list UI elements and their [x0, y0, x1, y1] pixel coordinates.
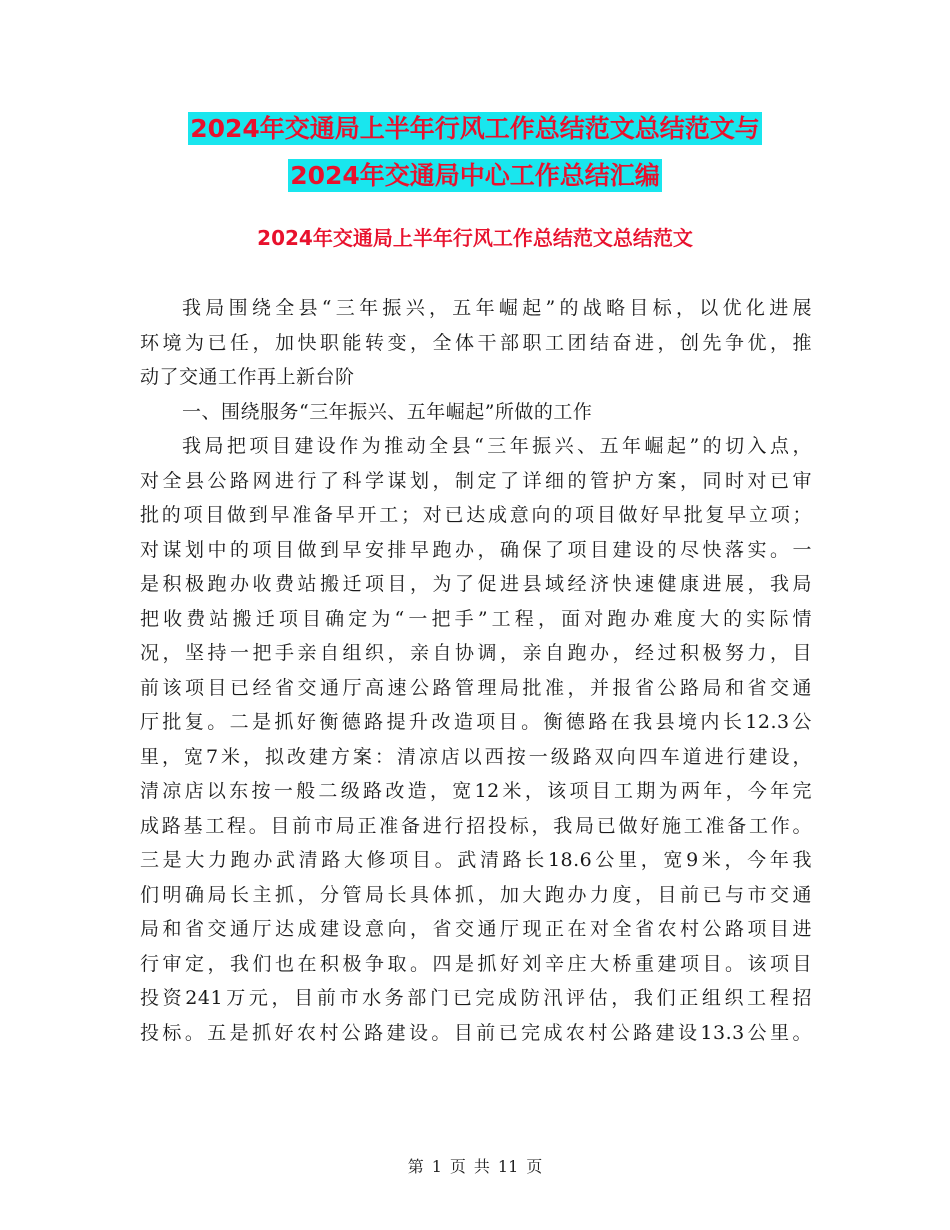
paragraph-line: 是积极跑办收费站搬迁项目，为了促进县域经济快速健康进展，我局	[140, 573, 812, 595]
paragraph-line: 投标。五是抓好农村公路建设。目前已完成农村公路建设13.3公里。	[140, 1021, 812, 1044]
paragraph-line: 动了交通工作再上新台阶	[140, 366, 355, 388]
paragraph-line: 对全县公路网进行了科学谋划，制定了详细的管护方案，同时对已审	[140, 469, 812, 492]
page-footer	[0, 1154, 950, 1177]
section-title: 2024年交通局上半年行风工作总结范文总结范文	[257, 226, 693, 250]
paragraph-line: 局和省交通厅达成建设意向，省交通厅现正在对全省农村公路项目进	[140, 918, 812, 940]
footer-total-word: 共	[473, 1157, 490, 1176]
section-heading: 一、围绕服务“三年振兴、五年崛起”所做的工作	[182, 400, 593, 423]
document-title-line-1	[0, 113, 950, 145]
footer-suffix: 页	[526, 1157, 543, 1176]
paragraph-line: 成路基工程。目前市局正准备进行招投标，我局已做好施工准备工作。	[140, 814, 812, 837]
footer-page-word: 页	[449, 1157, 466, 1176]
paragraph-line: 我局把项目建设作为推动全县“三年振兴、五年崛起”的切入点，	[182, 435, 812, 457]
paragraph-line: 环境为已任，加快职能转变，全体干部职工团结奋进，创先争优，推	[140, 331, 812, 354]
paragraph-line: 清凉店以东按一般二级路改造，宽12米，该项目工期为两年，今年完	[140, 780, 812, 802]
paragraph-line: 对谋划中的项目做到早安排早跑办，确保了项目建设的尽快落实。一	[140, 538, 812, 561]
paragraph-line: 三是大力跑办武清路大修项目。武清路长18.6公里，宽9米，今年我	[140, 849, 812, 871]
paragraph-line: 投资241万元，目前市水务部门已完成防汛评估，我们正组织工程招	[140, 987, 812, 1009]
paragraph-line: 里，宽7米，拟改建方案：清凉店以西按一级路双向四车道进行建设，	[140, 745, 812, 768]
paragraph-line: 们明确局长主抓，分管局长具体抓，加大跑办力度，目前已与市交通	[140, 883, 812, 906]
current-page-number: 1	[431, 1157, 442, 1176]
title-highlight-2: 2024年交通局中心工作总结汇编	[290, 161, 660, 190]
paragraph-line: 我局围绕全县“三年振兴，五年崛起”的战略目标，以优化进展	[182, 297, 812, 319]
paragraph-line: 厅批复。二是抓好衡德路提升改造项目。衡德路在我县境内长12.3公	[140, 711, 812, 733]
document-title-line-2	[0, 160, 950, 192]
footer-prefix: 第	[407, 1157, 424, 1176]
paragraph-line: 况，坚持一把手亲自组织，亲自协调，亲自跑办，经过积极努力，目	[140, 642, 812, 664]
paragraph-line: 前该项目已经省交通厅高速公路管理局批准，并报省公路局和省交通	[140, 676, 812, 699]
paragraph-line: 行审定，我们也在积极争取。四是抓好刘辛庄大桥重建项目。该项目	[140, 952, 812, 975]
paragraph-line: 把收费站搬迁项目确定为“一把手”工程，面对跑办难度大的实际情	[140, 607, 812, 630]
title-highlight-1: 2024年交通局上半年行风工作总结范文总结范文与	[190, 114, 760, 143]
paragraph-line: 批的项目做到早准备早开工；对已达成意向的项目做好早批复早立项；	[140, 504, 812, 526]
total-page-count: 11	[497, 1157, 519, 1176]
body-text	[140, 291, 812, 1050]
